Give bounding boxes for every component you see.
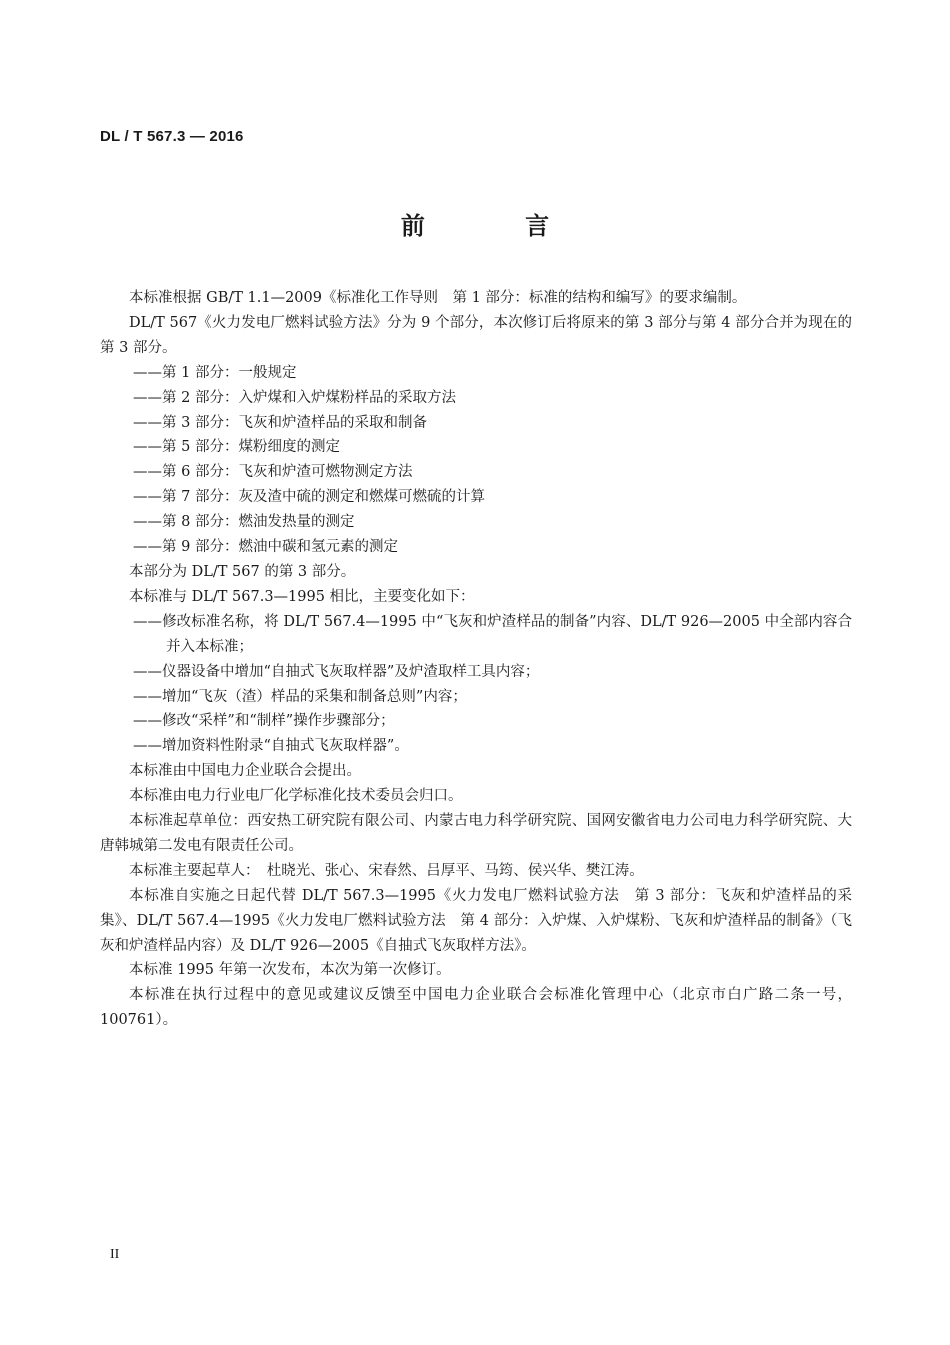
- paragraph-feedback: 本标准在执行过程中的意见或建议反馈至中国电力企业联合会标准化管理中心（北京市白广路二条一号，100761）。: [100, 987, 852, 1029]
- paragraph-centralized-by: 本标准由电力行业电厂化学标准化技术委员会归口。: [129, 788, 463, 805]
- list-item-part: ——第 9 部分：燃油中碳和氢元素的测定: [133, 539, 398, 556]
- paragraph-drafters: 本标准主要起草人： 杜晓光、张心、宋春然、吕厚平、马筠、侯兴华、樊江涛。: [129, 862, 644, 879]
- list-item-part: ——第 7 部分：灰及渣中硫的测定和燃煤可燃硫的计算: [133, 489, 485, 506]
- list-item-change: ——仪器设备中增加“自抽式飞灰取样器”及炉渣取样工具内容；: [133, 663, 540, 680]
- list-item-part: ——第 5 部分：煤粉细度的测定: [133, 439, 340, 456]
- page-title: 前 言: [400, 212, 596, 240]
- paragraph-changes-intro: 本标准与 DL/T 567.3—1995 相比，主要变化如下：: [129, 588, 475, 605]
- list-item-change: ——修改标准名称，将 DL/T 567.4—1995 中“飞灰和炉渣样品的制备”内容、DL/T 926—2005 中全部内容合并入本标准；: [133, 613, 852, 655]
- list-item-part: ——第 1 部分：一般规定: [133, 364, 297, 381]
- list-item-change: ——增加资料性附录“自抽式飞灰取样器”。: [133, 738, 409, 755]
- paragraph-drafting-basis: 本标准根据 GB/T 1.1—2009《标准化工作导则 第 1 部分：标准的结构和编写》的要求编制。: [129, 290, 747, 306]
- list-item-part: ——第 2 部分：入炉煤和入炉煤粉样品的采取方法: [133, 389, 456, 406]
- paragraph-drafting-units: 本标准起草单位：西安热工研究院有限公司、内蒙古电力科学研究院、国网安徽省电力公司电力科学研究院、大唐韩城第二发电有限责任公司。: [100, 813, 852, 854]
- paragraph-replaces: 本标准自实施之日起代替 DL/T 567.3—1995《火力发电厂燃料试验方法 第 3 部分：飞灰和炉渣样品的采集》、DL/T 567.4—1995《火力发电厂燃料试验方法 第 4 部分：入炉煤、入炉煤粉、飞灰和炉渣样品的制备》（飞灰和炉渣样品内容）及 DL/T 926—2005《自抽式飞灰取样方法》。: [100, 887, 852, 954]
- list-item-part: ——第 8 部分：燃油发热量的测定: [133, 514, 355, 531]
- paragraph-this-part: 本部分为 DL/T 567 的第 3 部分。: [129, 563, 356, 580]
- standard-code: DL / T 567.3 — 2016: [100, 128, 244, 145]
- page-number: II: [110, 1247, 120, 1262]
- paragraph-proposed-by: 本标准由中国电力企业联合会提出。: [129, 763, 361, 780]
- list-item-part: ——第 3 部分：飞灰和炉渣样品的采取和制备: [133, 414, 427, 431]
- foreword-body: [100, 286, 852, 1033]
- paragraph-publication-history: 本标准 1995 年第一次发布，本次为第一次修订。: [129, 962, 451, 979]
- paragraph-parts-intro: DL/T 567《火力发电厂燃料试验方法》分为 9 个部分，本次修订后将原来的第 3 部分与第 4 部分合并为现在的第 3 部分。: [100, 314, 852, 356]
- list-item-change: ——修改“采样”和“制样”操作步骤部分；: [133, 713, 395, 730]
- list-item-change: ——增加“飞灰（渣）样品的采集和制备总则”内容；: [133, 688, 467, 705]
- list-item-part: ——第 6 部分：飞灰和炉渣可燃物测定方法: [133, 464, 413, 481]
